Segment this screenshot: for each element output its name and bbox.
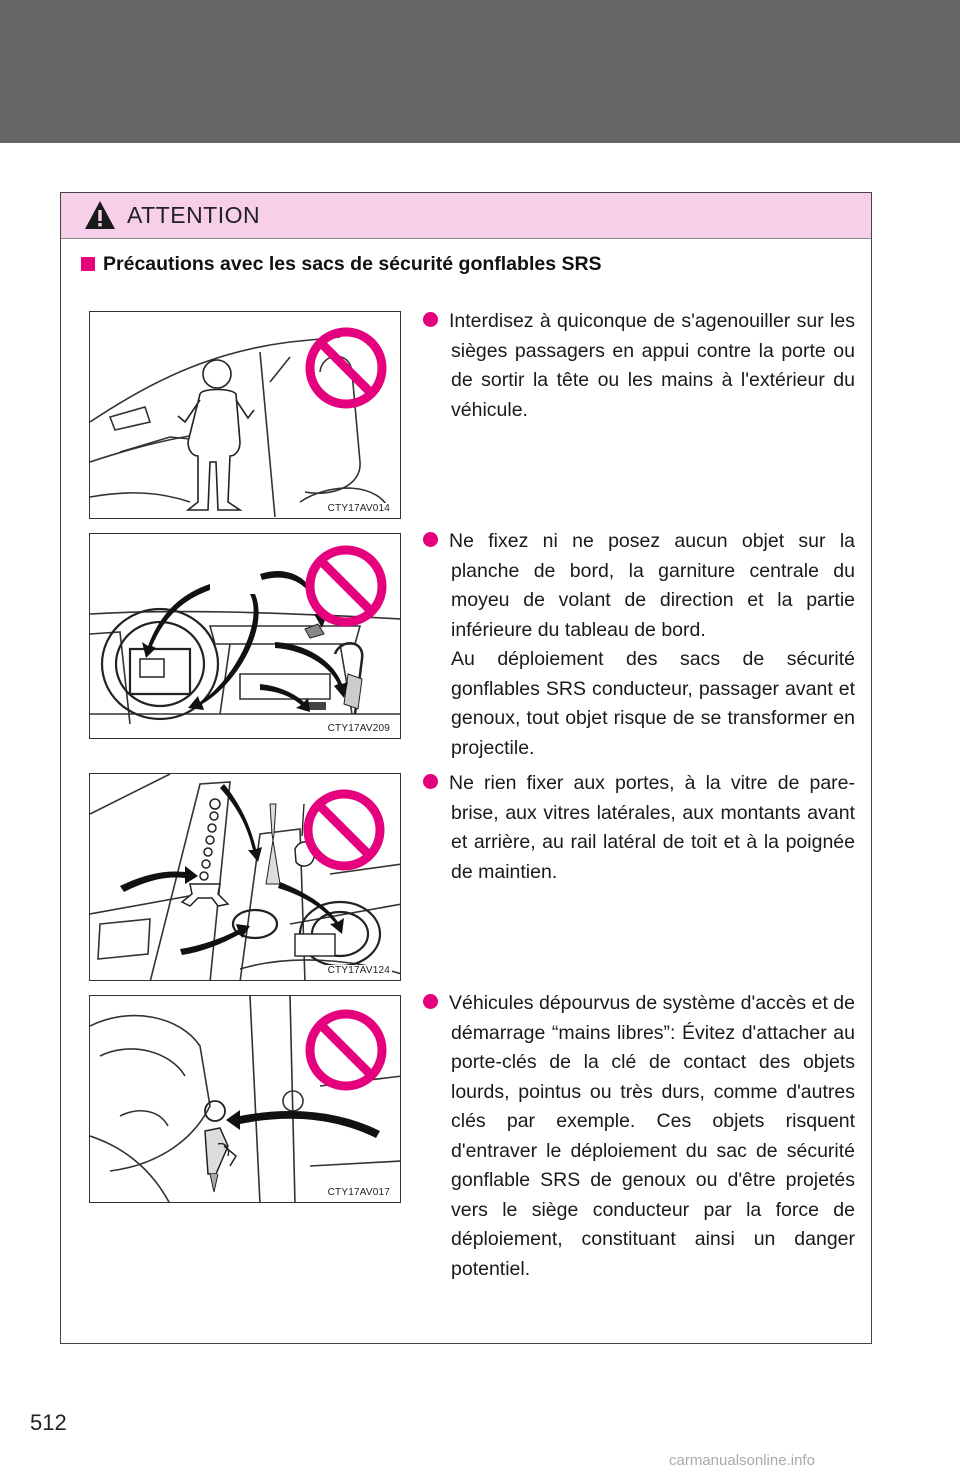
bullet-circle-icon: [423, 994, 438, 1009]
bullet-circle-icon: [423, 774, 438, 789]
page-number: 512: [30, 1410, 67, 1435]
prohibition-icon: [310, 550, 382, 622]
figure-code: CTY17AV017: [327, 1187, 390, 1198]
figure-dashboard-objects: [89, 533, 401, 739]
figure-pillar-objects: [89, 773, 401, 981]
prohibition-icon: [308, 794, 380, 866]
bullet-circle-icon: [423, 532, 438, 547]
prohibition-icon: [310, 1014, 382, 1086]
watermark: carmanualsonline.info: [669, 1452, 815, 1469]
warning-box: [60, 192, 872, 1344]
bullet-circle-icon: [423, 312, 438, 327]
list-item: Ne fixez ni ne posez aucun objet sur la planche de bord, la garniture centrale du moyeu de volant de direction et la partie inférieure du tableau de bord. Au déploiement des sacs de sécurité gonflables SRS conducteur, passager avant et genoux, tout objet risque de se transformer en projectile.: [423, 527, 855, 763]
warning-triangle-icon: [83, 199, 117, 231]
warning-header: [61, 193, 871, 239]
header-band: [0, 0, 960, 143]
figure-code: CTY17AV124: [327, 965, 390, 976]
list-item: Véhicules dépourvus de système d'accès et de démarrage “mains libres”: Évitez d'attacher au porte-clés de la clé de contact des objets lourds, pointus ou très durs, comme d'autres clés par exemple. Ces objets risquent d'entraver le déploiement du sac de sécurité gonflable SRS de genoux ou d'être projetés vers le siège conducteur par la force de déploiement, constituant ainsi un danger potentiel.: [423, 989, 855, 1284]
list-item: Interdisez à quiconque de s'agenouiller sur les sièges passagers en appui contre la porte ou de sortir la tête ou les mains à l'extérieur du véhicule.: [423, 307, 855, 425]
section-title: Précautions avec les sacs de sécurité gonflables SRS: [81, 253, 602, 276]
figure-kneeling-passenger: [89, 311, 401, 519]
square-bullet-icon: [81, 257, 95, 271]
figure-ignition-key: [89, 995, 401, 1203]
figure-code: CTY17AV209: [327, 723, 390, 734]
warning-title: ATTENTION: [127, 202, 261, 228]
figure-code: CTY17AV014: [327, 503, 390, 514]
list-item: Ne rien fixer aux portes, à la vitre de pare-brise, aux vitres latérales, aux montants avant et arrière, au rail latéral de toit et à la poignée de maintien.: [423, 769, 855, 887]
